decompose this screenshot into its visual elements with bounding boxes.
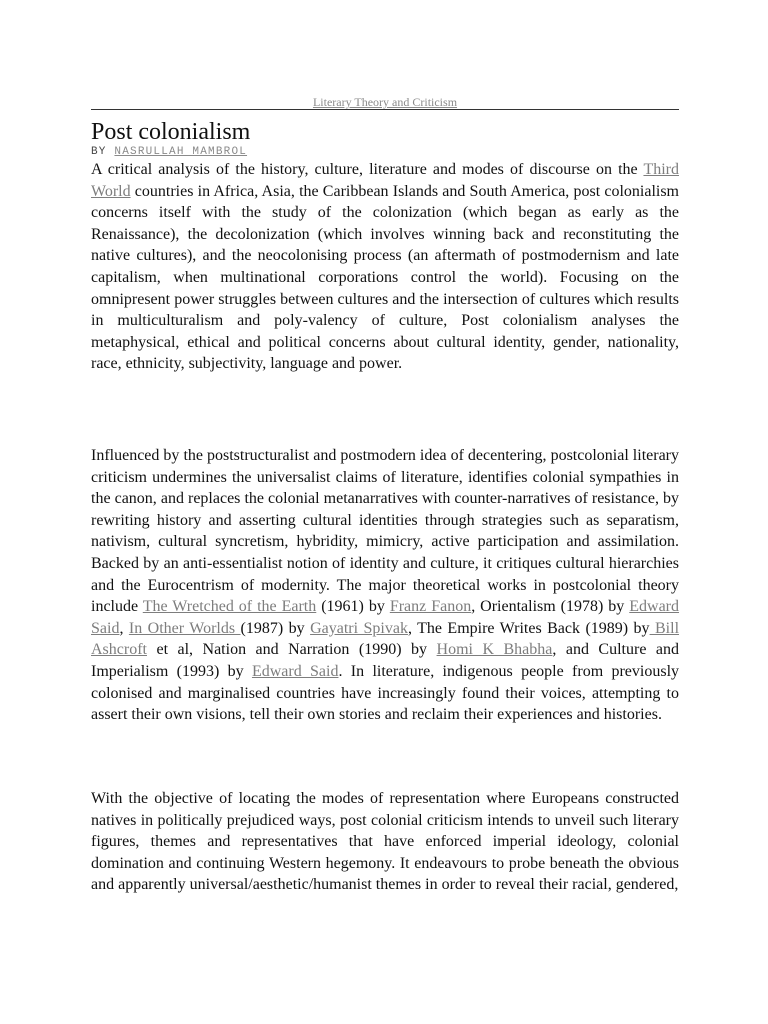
paragraph-2 — [91, 445, 679, 726]
category-link[interactable]: Literary Theory and Criticism — [312, 95, 458, 109]
text: , — [119, 619, 129, 637]
text: A critical analysis of the history, culture, literature and modes of discourse on the — [91, 161, 644, 178]
author-link[interactable]: NASRULLAH MAMBROL — [114, 146, 248, 158]
text: (1961) by — [316, 598, 390, 616]
paragraph-3 — [91, 788, 679, 896]
text: (1987) by — [240, 619, 311, 637]
byline — [91, 146, 247, 158]
link-gayatri-spivak[interactable]: Gayatri Spivak — [310, 619, 408, 637]
text: . In literature, indigenous people from previously colonised and marginalised countries have increasingly found their voices, attempting to assert their own visions, tell their own stories and reclaim their experiences and histories. — [91, 662, 680, 724]
link-edward-said[interactable]: Edward Said — [91, 598, 680, 637]
text: , and Culture and Imperialism (1993) by — [91, 641, 680, 680]
article-title: Post colonialism — [91, 119, 251, 145]
link-homi-k-bhabha[interactable]: Homi K Bhabha — [436, 641, 553, 659]
link-wretched-of-the-earth[interactable]: The Wretched of the Earth — [142, 598, 317, 616]
link-bill-ashcroft[interactable]: Bill Ashcroft — [91, 619, 680, 659]
link-in-other-worlds[interactable]: In Other Worlds — [128, 619, 241, 637]
text: , Orientalism (1978) by — [471, 598, 630, 616]
text: , The Empire Writes Back (1989) by — [407, 619, 650, 637]
text: Influenced by the poststructuralist and postmodern idea of decentering, postcolonial literary criticism undermines the universalist claims of literature, identifies colonial sympathies in the canon, and replaces the colonial metanarratives with counter-narratives of resistance, by rewriting history and asserting cultural identities through strategies such as separatism, nativism, cultural syncretism, hybridity, mimicry, active participation and assimilation. Backed by an anti-essentialist notion of identity and culture, it critiques cultural hierarchies and the Eurocentrism of modernity. The major theoretical works in postcolonial theory include — [91, 447, 679, 616]
text: countries in Africa, Asia, the Caribbean Islands and South America, post colonialism concerns itself with the study of the colonization (which began as early as the Renaissance), the decolonization (which involves winning back and reconstituting the native cultures), and the neocolonising process (an aftermath of postmodernism and late capitalism, when multinational corporations control the world). Focusing on the omnipresent power struggles between cultures and the intersection of cultures which results in multiculturalism and poly-valency of culture, Post colonialism analyses the metaphysical, ethical and political concerns about cultural identity, gender, nationality, race, ethnicity, subjectivity, language and power. — [91, 182, 679, 373]
category-header — [91, 96, 679, 110]
link-edward-said-2[interactable]: Edward Said — [251, 662, 339, 680]
link-franz-fanon[interactable]: Franz Fanon — [389, 598, 472, 616]
text: et al, Nation and Narration (1990) by — [146, 641, 437, 659]
by-label: BY — [91, 146, 107, 158]
link-third-world[interactable]: Third World — [91, 161, 679, 200]
paragraph-1 — [91, 159, 679, 375]
text: With the objective of locating the modes of representation where Europeans constructed natives in politically prejudiced ways, post colonial criticism intends to unveil such literary figures, themes and representatives that have enforced imperial ideology, colonial domination and continuing Western hegemony. It endeavours to probe beneath the obvious and apparently universal/aesthetic/humanist themes in order to reveal their racial, gendered, — [91, 790, 679, 894]
